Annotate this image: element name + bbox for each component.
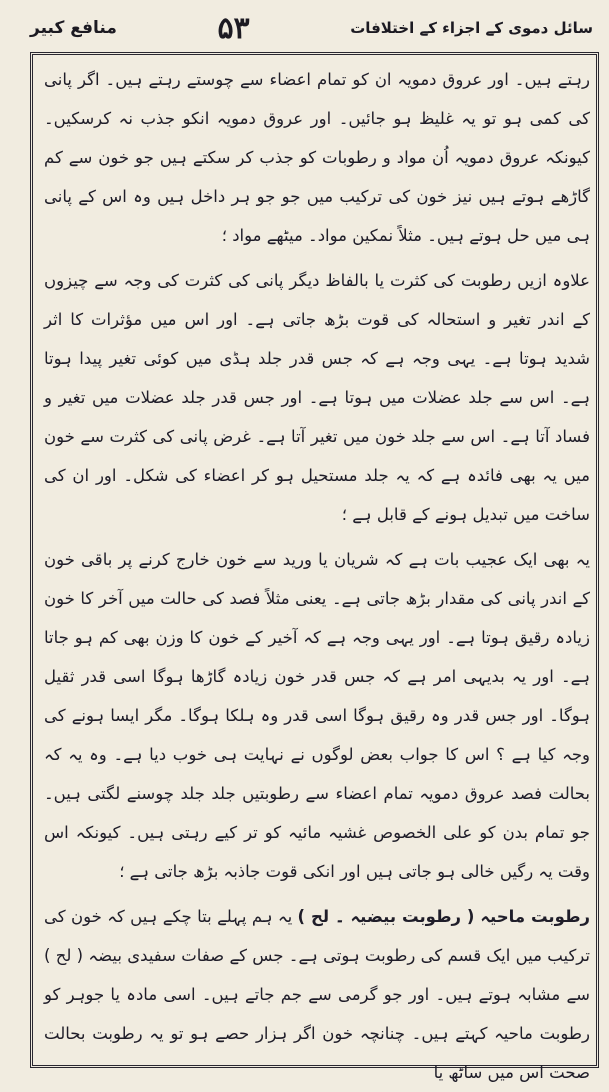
paragraph-text: رہتے ہیں۔ اور عروق دمویہ ان کو تمام اعضاء سے چوستے رہتے ہیں۔ اگر پانی کی کمی ہو تو یہ غلیظ ہو جائیں۔ اور عروق دمویہ انکو جذب نہ کرسکیں۔ کیونکہ عروق دمویہ اُن مواد و رطوبات کو جذب کر سکتے ہیں جو خون سے کم گاڑھے ہوتے ہیں نیز خون کی ترکیب میں جو جو ہر داخل ہیں وہ اس کے پانی ہی میں حل ہوتے ہیں۔ مثلاً نمکین مواد۔ میٹھے مواد ؛ — [44, 70, 590, 245]
paragraph-text: یہ ہم پہلے بتا چکے ہیں کہ خون کی ترکیب میں ایک قسم کی رطوبت ہوتی ہے۔ جس کے صفات سفیدی بیضہ ( لح ) سے مشابہ ہوتے ہیں۔ اور جو گرمی سے جم جاتے ہیں۔ اسی مادہ یا جوہر کو رطوبت ماحیہ کہتے ہیں۔ چنانچہ خون اگر ہزار حصے ہو تو یہ رطوبت بحالت صحت اس میں ساٹھ یا — [44, 907, 590, 1082]
page-header — [30, 6, 593, 50]
paragraph — [44, 60, 590, 255]
paragraph — [44, 897, 590, 1092]
paragraph — [44, 261, 590, 534]
paragraph-text: علاوہ ازیں رطوبت کی کثرت یا بالفاظ دیگر پانی کی کثرت کی وجہ سے چیزوں کے اندر تغیر و استحالہ کی قوت بڑھ جاتی ہے۔ اور اس میں مؤثرات کا اثر شدید ہوتا ہے۔ یہی وجہ ہے کہ جس قدر جلد ہڈی میں کوئی تغیر پیدا ہوتا ہے۔ اس سے جلد عضلات میں ہوتا ہے۔ اور جس قدر جلد عضلات میں تغیر و فساد آتا ہے۔ اس سے جلد خون میں تغیر آتا ہے۔ غرض پانی کی کثرت سے خون میں یہ بھی فائدہ ہے کہ یہ جلد مستحیل ہو کر اعضاء کی شکل۔ اور ان کی ساخت میں تبدیل ہونے کے قابل ہے ؛ — [44, 271, 590, 524]
paragraph — [44, 540, 590, 891]
section-heading: رطوبت ماحیہ ( رطوبت بیضیہ ۔ لح ) — [297, 907, 590, 926]
page-body — [44, 60, 590, 1082]
chapter-title: سائل دموی کے اجزاء کے اختلافات — [350, 19, 593, 37]
book-title: منافع کبیر — [30, 18, 117, 38]
page-number: ۵۳ — [217, 10, 250, 46]
paragraph-text: یہ بھی ایک عجیب بات ہے کہ شریان یا ورید سے خون خارج کرنے پر باقی خون کے اندر پانی کی مقدار بڑھ جاتی ہے۔ یعنی مثلاً فصد کی حالت میں آخر کا خون زیادہ رقیق ہوتا ہے۔ اور یہی وجہ ہے کہ آخیر کے خون کا وزن بھی کم ہو جاتا ہے۔ اور یہ بدیہی امر ہے کہ جس قدر خون زیادہ گاڑھا ہوگا اسی قدر ثقیل ہوگا۔ اور جس قدر وہ رقیق ہوگا اسی قدر وہ ہلکا ہوگا۔ مگر ایسا ہونے کی وجہ کیا ہے ؟ اس کا جواب بعض لوگوں نے نہایت ہی خوب دیا ہے۔ وہ یہ کہ بحالت فصد عروق دمویہ تمام اعضاء سے رطوبتیں جلد جلد چوسنے لگتی ہیں۔ جو تمام بدن کو علی الخصوص غشیہ مائیہ کو تر کیے رہتی ہیں۔ کیونکہ اس وقت یہ رگیں خالی ہو جاتی ہیں اور انکی قوت جاذبہ بڑھ جاتی ہے ؛ — [44, 550, 590, 881]
